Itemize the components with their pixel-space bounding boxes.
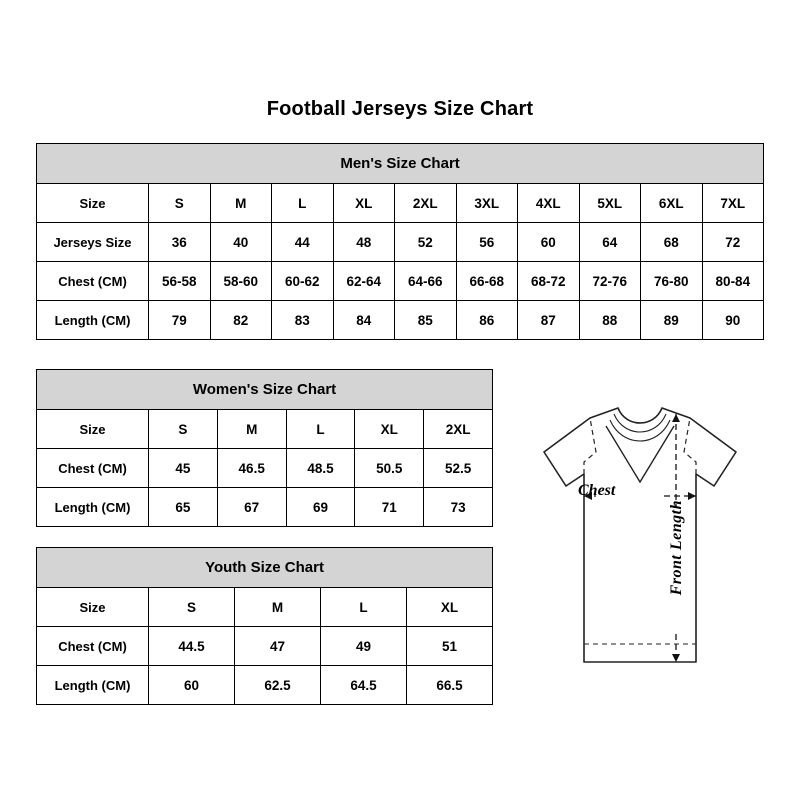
row-label-length-cm: Length (CM) <box>37 488 149 527</box>
youth-size-table <box>36 547 493 705</box>
table-row <box>37 449 493 488</box>
cell: 82 <box>210 301 272 340</box>
womens-size-chart-section <box>36 369 493 527</box>
table-header-row <box>37 410 493 449</box>
row-label-length-cm: Length (CM) <box>37 301 149 340</box>
cell: 67 <box>217 488 286 527</box>
cell: 58-60 <box>210 262 272 301</box>
size-header-xl: XL <box>333 184 395 223</box>
cell: 65 <box>149 488 218 527</box>
table-row <box>37 301 764 340</box>
size-header-5xl: 5XL <box>579 184 641 223</box>
cell: 80-84 <box>702 262 764 301</box>
cell: 49 <box>321 627 407 666</box>
tshirt-measurement-diagram <box>500 400 780 700</box>
cell: 73 <box>424 488 493 527</box>
cell: 85 <box>395 301 457 340</box>
table-header-row <box>37 588 493 627</box>
column-header-size: Size <box>37 588 149 627</box>
cell: 86 <box>456 301 518 340</box>
cell: 56 <box>456 223 518 262</box>
cell: 60-62 <box>272 262 334 301</box>
row-label-chest-cm: Chest (CM) <box>37 627 149 666</box>
cell: 76-80 <box>641 262 703 301</box>
table-row <box>37 223 764 262</box>
cell: 64 <box>579 223 641 262</box>
size-header-m: M <box>217 410 286 449</box>
youth-size-chart-section <box>36 547 493 705</box>
row-label-jerseys-size: Jerseys Size <box>37 223 149 262</box>
cell: 62.5 <box>235 666 321 705</box>
tshirt-outline-icon <box>500 400 780 700</box>
table-row <box>37 488 493 527</box>
size-header-l: L <box>272 184 334 223</box>
size-header-6xl: 6XL <box>641 184 703 223</box>
cell: 88 <box>579 301 641 340</box>
cell: 47 <box>235 627 321 666</box>
cell: 48.5 <box>286 449 355 488</box>
page-title: Football Jerseys Size Chart <box>266 98 534 120</box>
table-row <box>37 262 764 301</box>
cell: 46.5 <box>217 449 286 488</box>
size-header-7xl: 7XL <box>702 184 764 223</box>
mens-size-chart-section <box>36 143 764 340</box>
table-caption-row <box>37 548 493 588</box>
cell: 52 <box>395 223 457 262</box>
mens-size-table <box>36 143 764 340</box>
column-header-size: Size <box>37 184 149 223</box>
size-header-m: M <box>210 184 272 223</box>
size-header-4xl: 4XL <box>518 184 580 223</box>
cell: 71 <box>355 488 424 527</box>
mens-table-caption: Men's Size Chart <box>37 144 764 184</box>
row-label-chest-cm: Chest (CM) <box>37 449 149 488</box>
cell: 52.5 <box>424 449 493 488</box>
cell: 50.5 <box>355 449 424 488</box>
table-caption-row <box>37 370 493 410</box>
cell: 89 <box>641 301 703 340</box>
cell: 64.5 <box>321 666 407 705</box>
cell: 66-68 <box>456 262 518 301</box>
table-caption-row <box>37 144 764 184</box>
womens-table-caption: Women's Size Chart <box>37 370 493 410</box>
cell: 56-58 <box>149 262 211 301</box>
cell: 66.5 <box>407 666 493 705</box>
cell: 48 <box>333 223 395 262</box>
size-header-2xl: 2XL <box>395 184 457 223</box>
cell: 45 <box>149 449 218 488</box>
size-header-xl: XL <box>407 588 493 627</box>
cell: 44.5 <box>149 627 235 666</box>
womens-size-table <box>36 369 493 527</box>
chest-measurement-label: Chest <box>578 482 616 499</box>
cell: 60 <box>149 666 235 705</box>
cell: 64-66 <box>395 262 457 301</box>
table-row <box>37 627 493 666</box>
cell: 83 <box>272 301 334 340</box>
cell: 40 <box>210 223 272 262</box>
row-label-chest-cm: Chest (CM) <box>37 262 149 301</box>
cell: 44 <box>272 223 334 262</box>
size-header-xl: XL <box>355 410 424 449</box>
cell: 72 <box>702 223 764 262</box>
cell: 51 <box>407 627 493 666</box>
cell: 62-64 <box>333 262 395 301</box>
size-header-s: S <box>149 588 235 627</box>
cell: 84 <box>333 301 395 340</box>
column-header-size: Size <box>37 410 149 449</box>
cell: 68 <box>641 223 703 262</box>
cell: 36 <box>149 223 211 262</box>
cell: 87 <box>518 301 580 340</box>
cell: 60 <box>518 223 580 262</box>
size-header-l: L <box>321 588 407 627</box>
front-length-measurement-label: Front Length <box>668 500 685 596</box>
size-header-m: M <box>235 588 321 627</box>
table-row <box>37 666 493 705</box>
cell: 79 <box>149 301 211 340</box>
cell: 68-72 <box>518 262 580 301</box>
row-label-length-cm: Length (CM) <box>37 666 149 705</box>
size-header-3xl: 3XL <box>456 184 518 223</box>
size-header-s: S <box>149 184 211 223</box>
size-header-l: L <box>286 410 355 449</box>
size-header-s: S <box>149 410 218 449</box>
size-header-2xl: 2XL <box>424 410 493 449</box>
youth-table-caption: Youth Size Chart <box>37 548 493 588</box>
cell: 72-76 <box>579 262 641 301</box>
cell: 69 <box>286 488 355 527</box>
cell: 90 <box>702 301 764 340</box>
table-header-row <box>37 184 764 223</box>
